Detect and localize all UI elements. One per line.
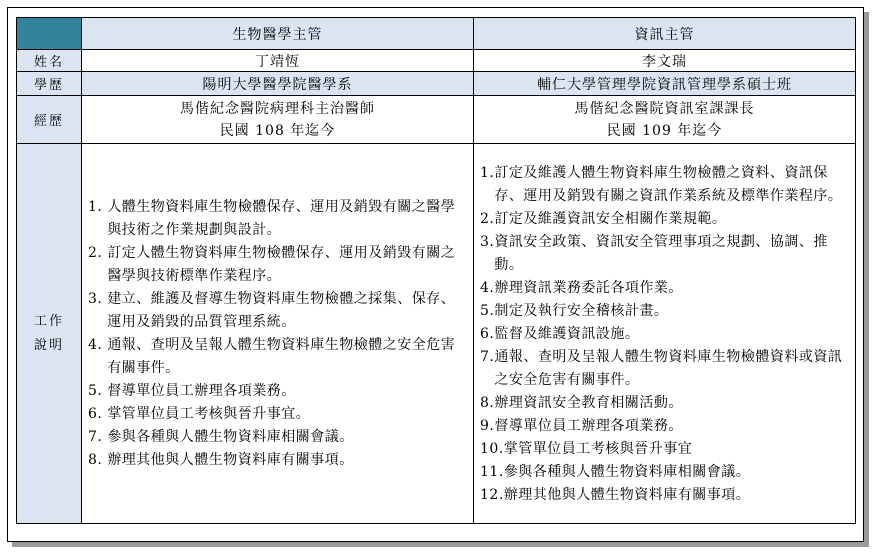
duty-item [480,484,851,507]
duty-item [480,415,851,438]
duty-item-text: 辦理資訊安全教育相關活動。 [494,394,683,411]
header-biomedical: 生物醫學主管 [82,18,474,50]
name-right: 李文瑞 [474,50,856,72]
duty-item-number: 5. [88,383,108,399]
duty-item-text: 資訊安全政策、資訊安全管理事項之規劃、協調、推動。 [494,233,828,273]
duty-item-number: 6. [480,325,495,342]
duty-item-number: 4. [480,279,495,296]
duty-item-number: 11. [480,463,504,480]
duty-item-text: 人體生物資料庫生物檢體保存、運用及銷毀有關之醫學與技術之作業規劃與設計。 [107,199,456,238]
duty-item-text: 訂定人體生物資料庫生物檢體保存、運用及銷毀有關之醫學與技術標準作業程序。 [107,245,456,284]
duty-item [88,196,469,242]
duty-item-text: 督導單位員工辦理各項業務。 [107,383,296,399]
duty-item [480,323,851,346]
duty-item-text: 通報、查明及呈報人體生物資料庫生物檢體之安全危害有關事件。 [107,337,456,376]
duty-item-text: 制定及執行安全稽核計畫。 [494,302,669,319]
experience-left-line2: 民國 108 年迄今 [219,122,336,139]
duty-item-number: 7. [88,429,108,445]
duty-item-number: 2. [88,245,108,261]
duty-item-text: 建立、維護及督導生物資料庫生物檢體之採集、保存、運用及銷毀的品質管理系統。 [107,291,456,330]
duty-item [480,346,851,392]
experience-label: 經歷 [17,96,82,144]
duty-item-number: 12. [480,486,504,503]
duties-label-line1: 工作 [33,313,64,329]
duty-item-text: 掌管單位員工考核與晉升事宜 [503,440,693,457]
duty-item-number: 1. [88,199,108,215]
experience-right [474,96,856,144]
duty-item-text: 訂定及維護人體生物資料庫生物檢體之資料、資訊保存、運用及銷毀有關之資訊作業系統及標準作業程序。 [494,164,843,204]
name-left: 丁靖恆 [82,50,474,72]
duty-item-number: 3. [88,291,108,307]
duty-item [480,438,851,461]
experience-left [82,96,474,144]
duty-item-text: 參與各種與人體生物資料庫相關會議。 [503,463,751,480]
duty-item-text: 訂定及維護資訊安全相關作業規範。 [494,210,727,227]
duty-item-number: 2. [480,210,495,227]
supervisor-table [16,17,856,524]
education-left: 陽明大學醫學院醫學系 [82,72,474,96]
duty-item-number: 8. [88,452,108,468]
experience-right-line1: 馬偕紀念醫院資訊室課課長 [574,100,755,117]
duties-right-cell [474,144,856,524]
duties-left-list [82,195,473,472]
duties-label [17,144,82,524]
duty-item-text: 監督及維護資訊設施。 [494,325,640,342]
duty-item [88,403,469,426]
duty-item [88,449,469,472]
duty-item-text: 督導單位員工辦理各項業務。 [494,417,683,434]
duty-item-text: 參與各種與人體生物資料庫相關會議。 [107,429,354,445]
duty-item-text: 辦理其他與人體生物資料庫有關事項。 [503,486,751,503]
duties-label-line2: 說明 [33,337,64,353]
document-frame [7,7,864,542]
header-row [17,18,856,50]
name-label: 姓名 [17,50,82,72]
duty-item [480,208,851,231]
duty-item [88,380,469,403]
duty-item [88,334,469,380]
duty-item-number: 8. [480,394,495,411]
duty-item [88,288,469,334]
duty-item [480,162,851,208]
experience-row [17,96,856,144]
duty-item [88,426,469,449]
duty-item-number: 7. [480,348,495,365]
duty-item [480,461,851,484]
duty-item [480,231,851,277]
education-label: 學歷 [17,72,82,96]
duty-item-text: 辦理資訊業務委託各項作業。 [494,279,683,296]
duty-item [88,242,469,288]
education-row [17,72,856,96]
duty-item [480,300,851,323]
duty-item-number: 9. [480,417,495,434]
duties-row [17,144,856,524]
duty-item [480,277,851,300]
education-right: 輔仁大學管理學院資訊管理學系碩士班 [474,72,856,96]
duty-item-number: 3. [480,233,495,250]
experience-right-line2: 民國 109 年迄今 [606,122,723,139]
corner-cell [17,18,82,50]
duty-item-text: 辦理其他與人體生物資料庫有關事項。 [107,452,354,468]
duties-right-list [474,161,855,507]
duty-item-text: 通報、查明及呈報人體生物資料庫生物檢體資料或資訊之安全危害有關事件。 [494,348,843,388]
header-information: 資訊主管 [474,18,856,50]
duty-item-number: 1. [480,164,495,181]
duty-item [480,392,851,415]
experience-left-line1: 馬偕紀念醫院病理科主治醫師 [180,100,375,117]
duty-item-number: 6. [88,406,108,422]
name-row [17,50,856,72]
duty-item-text: 掌管單位員工考核與晉升事宜。 [107,406,311,422]
duty-item-number: 4. [88,337,108,353]
duty-item-number: 10. [480,440,504,457]
duty-item-number: 5. [480,302,495,319]
duties-left-cell [82,144,474,524]
